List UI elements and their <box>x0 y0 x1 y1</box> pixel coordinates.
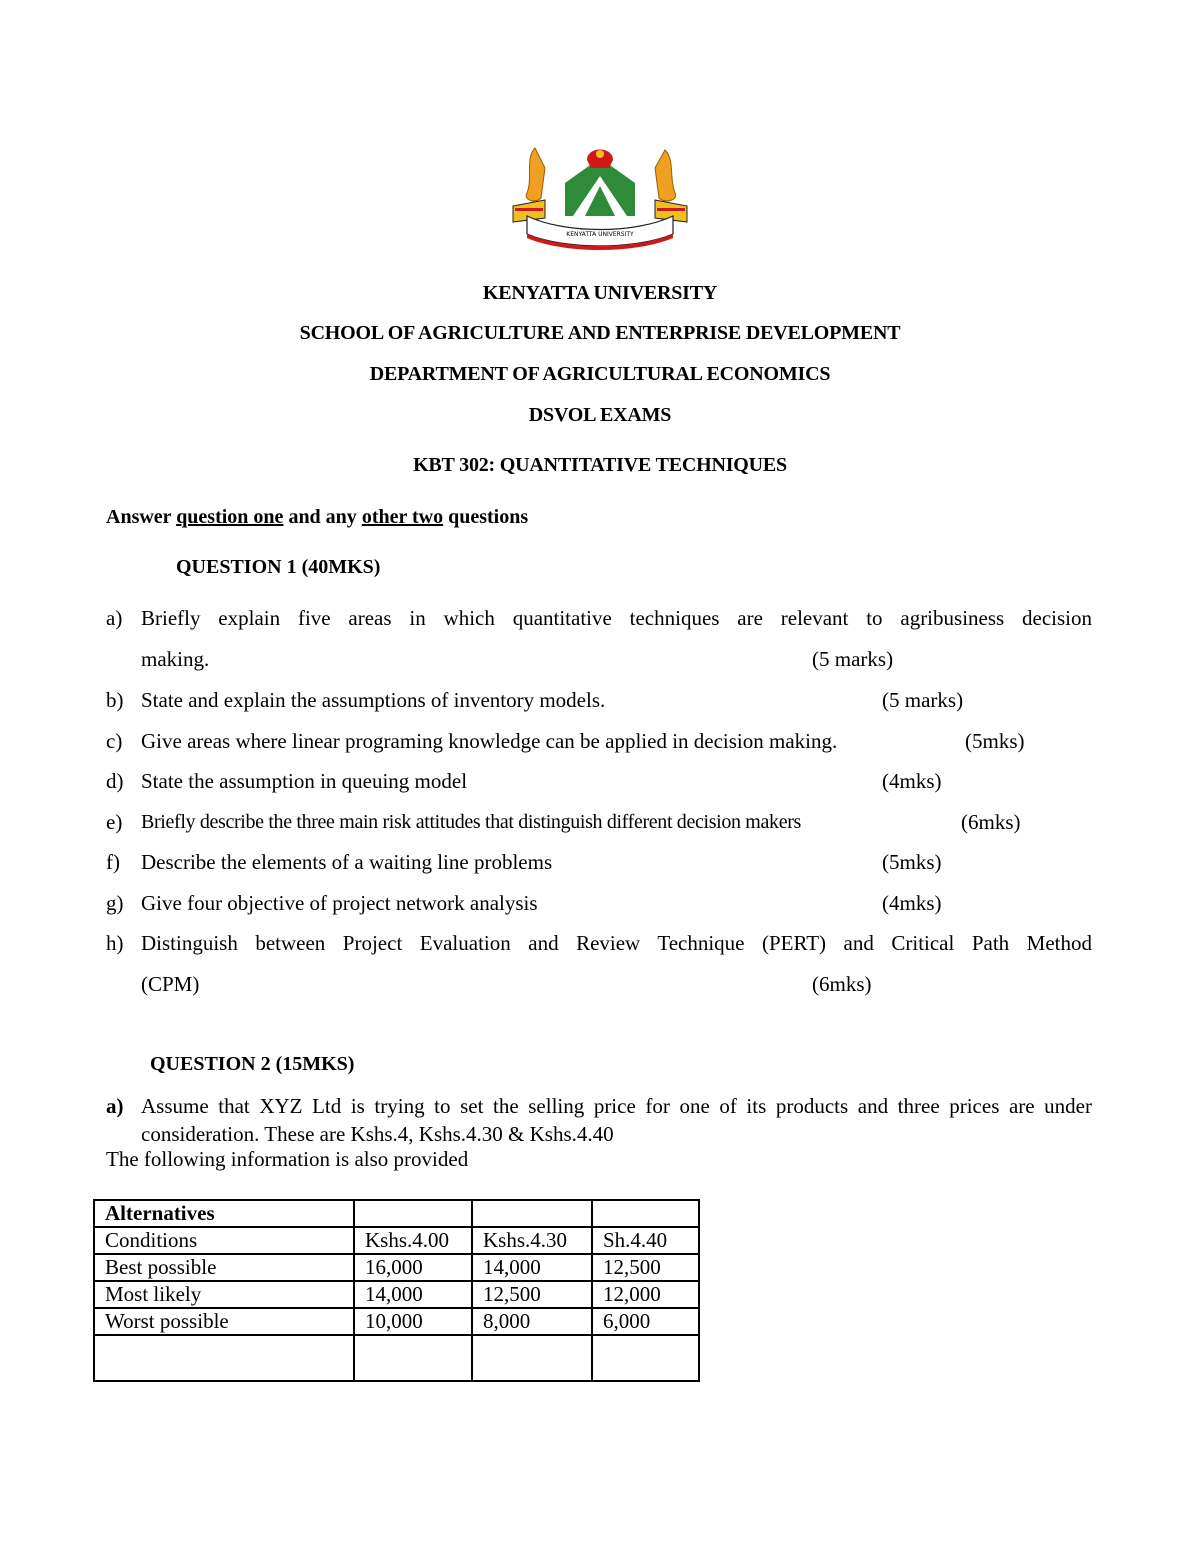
item-marks: (4mks) <box>882 891 942 915</box>
item-text: (CPM) <box>141 972 200 996</box>
table-cell: 16,000 <box>354 1254 472 1281</box>
table-cell <box>472 1200 592 1227</box>
university-crest-icon <box>505 138 695 256</box>
table-cell: Sh.4.40 <box>592 1227 699 1254</box>
table-cell <box>354 1335 472 1381</box>
instr-underline-1: question one <box>176 506 284 528</box>
item-marks: (5mks) <box>882 850 942 874</box>
item-marks: (5mks) <box>965 729 1025 753</box>
table-cell <box>354 1200 472 1227</box>
item-label: c) <box>106 729 123 753</box>
school-title: SCHOOL OF AGRICULTURE AND ENTERPRISE DEVELOPMENT <box>299 322 901 344</box>
question-2-title: QUESTION 2 (15MKS) <box>150 1053 355 1075</box>
item-text: making. <box>141 647 210 671</box>
table-cell <box>94 1335 354 1381</box>
item-label: h) <box>106 931 124 955</box>
table-cell: Most likely <box>94 1281 354 1308</box>
university-title: KENYATTA UNIVERSITY <box>482 282 718 304</box>
table-cell: Worst possible <box>94 1308 354 1335</box>
table-cell: 12,000 <box>592 1281 699 1308</box>
item-label: g) <box>106 891 124 915</box>
table-row <box>94 1200 699 1227</box>
item-text: Briefly explain five areas in which quantitative techniques are relevant to agribusiness decision <box>141 606 1092 630</box>
item-text: Give four objective of project network analysis <box>141 891 538 915</box>
table-cell: 14,000 <box>354 1281 472 1308</box>
table-cell: 12,500 <box>592 1254 699 1281</box>
instr-text-2: and any <box>283 506 362 528</box>
item-text: Distinguish between Project Evaluation and Review Technique (PERT) and Critical Path Method <box>141 931 1092 955</box>
item-text: Describe the elements of a waiting line problems <box>141 850 553 874</box>
exam-instructions <box>106 506 528 529</box>
instr-text-1: Answer <box>106 506 177 528</box>
table-cell: Alternatives <box>94 1200 354 1227</box>
table-cell: Conditions <box>94 1227 354 1254</box>
table-cell: 8,000 <box>472 1308 592 1335</box>
item-text: State the assumption in queuing model <box>141 769 468 793</box>
item-marks: (6mks) <box>812 972 872 996</box>
table-row <box>94 1308 699 1335</box>
table-cell: 6,000 <box>592 1308 699 1335</box>
table-row <box>94 1335 699 1381</box>
alternatives-table <box>93 1199 700 1382</box>
item-marks: (5 marks) <box>882 688 964 712</box>
question-1-title: QUESTION 1 (40MKS) <box>176 556 381 578</box>
table-row <box>94 1254 699 1281</box>
table-row <box>94 1281 699 1308</box>
item-label: b) <box>106 688 124 712</box>
table-cell: 14,000 <box>472 1254 592 1281</box>
instr-text-3: questions <box>443 506 529 528</box>
item-marks: (4mks) <box>882 769 942 793</box>
table-cell: Best possible <box>94 1254 354 1281</box>
item-text: State and explain the assumptions of inventory models. <box>141 688 606 712</box>
item-label: a) <box>106 1094 124 1118</box>
table-cell: Kshs.4.00 <box>354 1227 472 1254</box>
item-label: e) <box>106 810 123 834</box>
table-cell <box>592 1335 699 1381</box>
table-cell: 10,000 <box>354 1308 472 1335</box>
table-cell <box>592 1200 699 1227</box>
instr-underline-2: other two <box>361 506 444 528</box>
department-title: DEPARTMENT OF AGRICULTURAL ECONOMICS <box>369 363 831 385</box>
table-cell <box>472 1335 592 1381</box>
item-text: Give areas where linear programing knowledge can be applied in decision making. <box>141 729 838 753</box>
crest-motto-text: KENYATTA UNIVERSITY <box>566 231 634 238</box>
table-cell: Kshs.4.30 <box>472 1227 592 1254</box>
item-text: Briefly describe the three main risk attitudes that distinguish different decision makers <box>141 811 801 833</box>
item-marks: (5 marks) <box>812 647 894 671</box>
item-label: f) <box>106 850 120 874</box>
item-label: a) <box>106 606 123 630</box>
item-label: d) <box>106 769 124 793</box>
exam-title: DSVOL EXAMS <box>528 404 672 426</box>
item-marks: (6mks) <box>961 810 1021 834</box>
following-info-text: The following information is also provided <box>106 1147 469 1171</box>
table-cell: 12,500 <box>472 1281 592 1308</box>
course-title: KBT 302: QUANTITATIVE TECHNIQUES <box>413 454 787 476</box>
table-row <box>94 1227 699 1254</box>
item-text: Assume that XYZ Ltd is trying to set the selling price for one of its products and three prices are under consideration. These are Kshs.4, Kshs.4.30 & Kshs.4.40 <box>141 1094 1092 1146</box>
